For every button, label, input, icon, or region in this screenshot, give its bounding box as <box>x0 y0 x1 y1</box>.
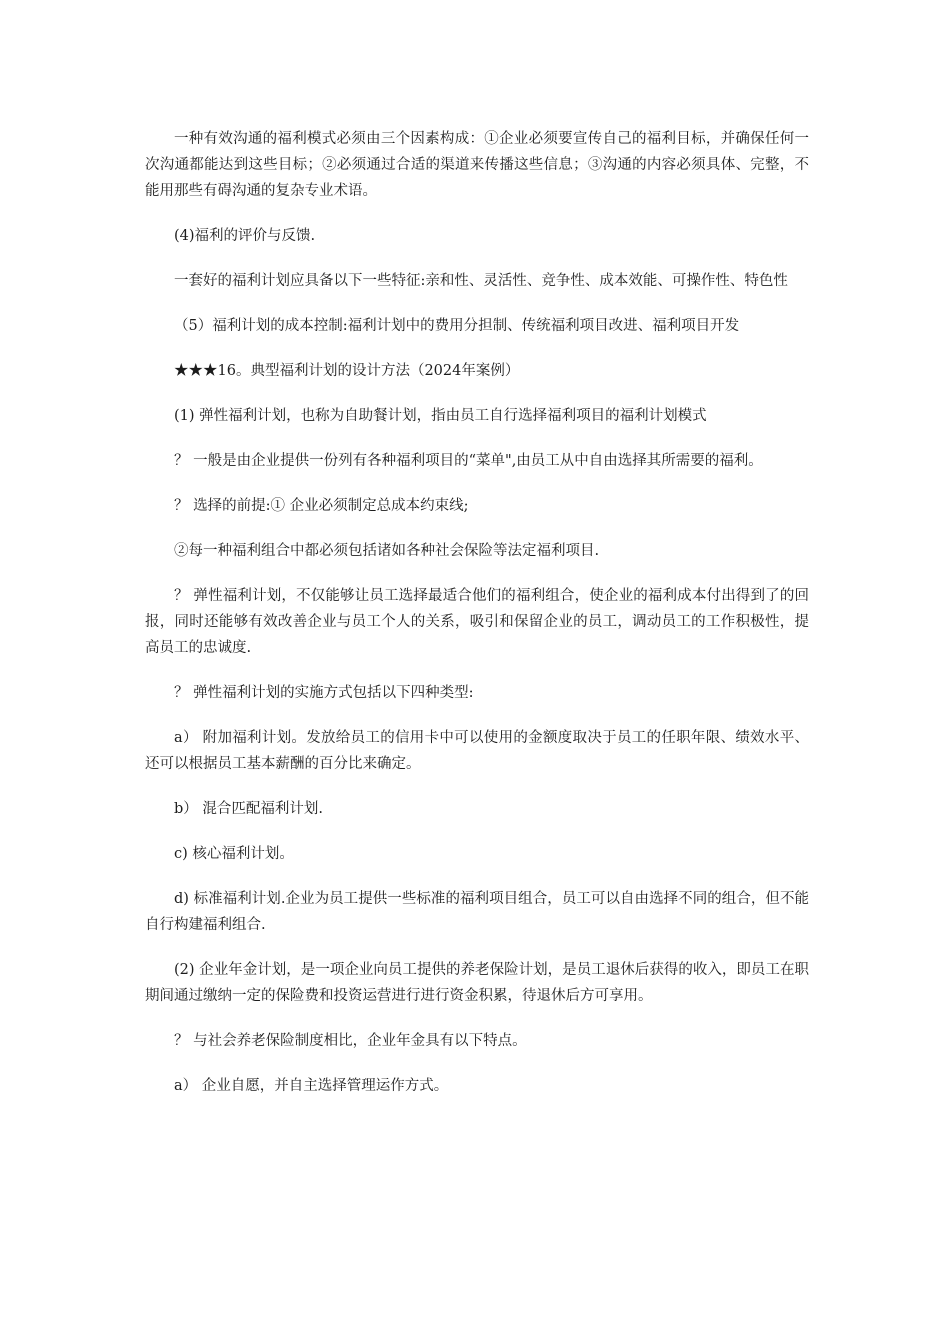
list-item-c-core: c) 核心福利计划。 <box>174 846 294 862</box>
bullet-implementation-types: ？ 弹性福利计划的实施方式包括以下四种类型: <box>174 685 474 701</box>
paragraph-statutory-items: ②每一种福利组合中都必须包括诸如各种社会保险等法定福利项目. <box>174 543 600 559</box>
list-item-d-standard: d) 标准福利计划.企业为员工提供一些标准的福利项目组合，员工可以自由选择不同的组合，但不能自行构建福利组合. <box>145 891 809 933</box>
list-item-b-mixed: b） 混合匹配福利计划. <box>174 801 323 817</box>
list-item-a-additional: a） 附加福利计划。发放给员工的信用卡中可以使用的金额度取决于员工的任职年限、绩效水平、还可以根据员工基本薪酬的百分比来确定。 <box>145 730 809 772</box>
paragraph-enterprise-annuity: (2) 企业年金计划，是一项企业向员工提供的养老保险计划，是员工退休后获得的收入，即员工在职期间通过缴纳一定的保险费和投资运营进行进行资金积累，待退休后方可享用。 <box>145 962 809 1004</box>
bullet-annuity-features: ？ 与社会养老保险制度相比，企业年金具有以下特点。 <box>174 1033 527 1049</box>
paragraph-cost-control: （5）福利计划的成本控制:福利计划中的费用分担制、传统福利项目改进、福利项目开发 <box>174 318 740 334</box>
section-heading-typical-plans: ★★★16。典型福利计划的设计方法（2024年案例） <box>174 363 520 379</box>
bullet-premise: ？ 选择的前提:① 企业必须制定总成本约束线; <box>174 498 469 514</box>
list-item-a-voluntary: a） 企业自愿，并自主选择管理运作方式。 <box>174 1078 449 1094</box>
paragraph-evaluation-feedback: (4)福利的评价与反馈. <box>174 228 316 244</box>
paragraph-plan-features: 一套好的福利计划应具备以下一些特征:亲和性、灵活性、竞争性、成本效能、可操作性、特色性 <box>174 273 788 289</box>
paragraph-flexible-plan: (1) 弹性福利计划，也称为自助餐计划，指由员工自行选择福利项目的福利计划模式 <box>174 408 707 424</box>
paragraph-communication-model: 一种有效沟通的福利模式必须由三个因素构成：①企业必须要宣传自己的福利目标，并确保任何一次沟通都能达到这些目标；②必须通过合适的渠道来传播这些信息；③沟通的内容必须具体、完整，不能用那些有碍沟通的复杂专业术语。 <box>145 131 809 199</box>
document-body <box>145 126 809 1118</box>
bullet-menu: ？ 一般是由企业提供一份列有各种福利项目的“菜单",由员工从中自由选择其所需要的福利。 <box>174 453 763 469</box>
bullet-flexible-benefits: ？ 弹性福利计划，不仅能够让员工选择最适合他们的福利组合，使企业的福利成本付出得到了的回报，同时还能够有效改善企业与员工个人的关系，吸引和保留企业的员工，调动员工的工作积极性，提高员工的忠诚度. <box>145 588 809 656</box>
